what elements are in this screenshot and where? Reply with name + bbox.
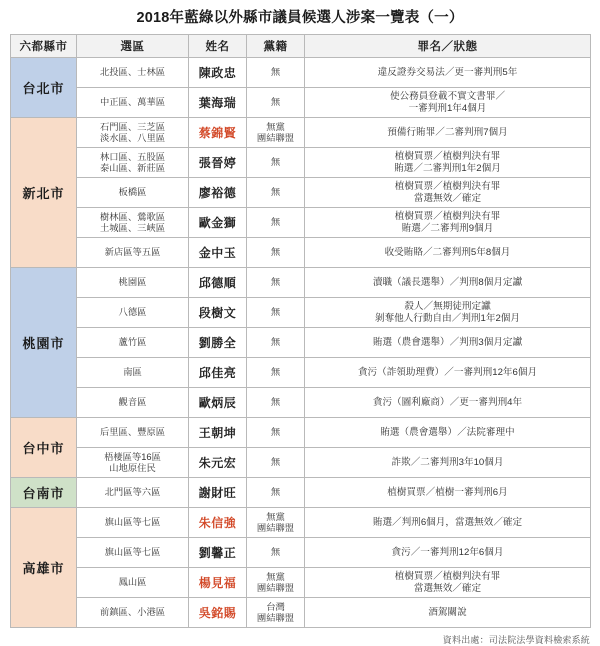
district-cell: 北門區等六區 [77,478,189,508]
table-row [11,88,591,118]
city-cell: 台南市 [11,478,77,508]
district-cell: 中正區、萬華區 [77,88,189,118]
district-cell: 板橋區 [77,178,189,208]
charge-status-cell: 植樹買票／植樹判決有罪 當選無效／確定 [305,568,591,598]
charge-status-cell: 植樹買票／植樹判決有罪 當選無效／確定 [305,178,591,208]
district-cell: 旗山區等七區 [77,538,189,568]
charge-status-cell: 詐欺／二審判刑3年10個月 [305,448,591,478]
table-row [11,358,591,388]
table-row [11,148,591,178]
candidate-name-cell: 吳銘賜 [189,598,247,628]
district-cell: 林口區、五股區 泰山區、新莊區 [77,148,189,178]
candidate-name-cell: 劉勝全 [189,328,247,358]
table-body [11,58,591,628]
candidate-name-cell: 廖裕德 [189,178,247,208]
table-row [11,508,591,538]
district-cell: 北投區、士林區 [77,58,189,88]
party-cell: 無 [247,298,305,328]
district-cell: 鳳山區 [77,568,189,598]
party-cell: 無黨 團結聯盟 [247,508,305,538]
charge-status-cell: 收受賄賂／二審判刑5年8個月 [305,238,591,268]
party-cell: 無 [247,148,305,178]
table-row [11,328,591,358]
party-cell: 無黨 團結聯盟 [247,118,305,148]
table-row [11,448,591,478]
district-cell: 觀音區 [77,388,189,418]
candidate-name-cell: 段樹文 [189,298,247,328]
candidate-name-cell: 謝財旺 [189,478,247,508]
charge-status-cell: 貪污／一審判刑12年6個月 [305,538,591,568]
charge-status-cell: 違反證券交易法／更一審判刑5年 [305,58,591,88]
party-cell: 無 [247,538,305,568]
district-cell: 旗山區等七區 [77,508,189,538]
charge-status-cell: 酒駕關說 [305,598,591,628]
table-row [11,178,591,208]
source-note: 資料出處：司法院法學資料檢索系統 [442,635,590,646]
district-cell: 石門區、三芝區 淡水區、八里區 [77,118,189,148]
candidate-name-cell: 歐金獅 [189,208,247,238]
city-cell: 台中市 [11,418,77,478]
district-cell: 后里區、豐原區 [77,418,189,448]
district-cell: 蘆竹區 [77,328,189,358]
candidate-name-cell: 朱信強 [189,508,247,538]
district-cell: 桃園區 [77,268,189,298]
charge-status-cell: 賄選（農會選舉）／法院審理中 [305,418,591,448]
party-cell: 台灣 團結聯盟 [247,598,305,628]
party-cell: 無 [247,58,305,88]
candidate-name-cell: 劉馨正 [189,538,247,568]
candidate-name-cell: 蔡錦賢 [189,118,247,148]
table-row [11,418,591,448]
city-cell: 新北市 [11,118,77,268]
candidate-name-cell: 張晉婷 [189,148,247,178]
district-cell: 八德區 [77,298,189,328]
candidate-name-cell: 王朝坤 [189,418,247,448]
charge-status-cell: 植樹買票／植樹一審判刑6月 [305,478,591,508]
candidate-name-cell: 朱元宏 [189,448,247,478]
candidate-name-cell: 葉海瑞 [189,88,247,118]
party-cell: 無黨 團結聯盟 [247,568,305,598]
party-cell: 無 [247,328,305,358]
table-row [11,118,591,148]
district-cell: 新店區等五區 [77,238,189,268]
district-cell: 梧棲區等16區 山地原住民 [77,448,189,478]
table-header-row [11,35,591,58]
city-cell: 台北市 [11,58,77,118]
table-row [11,238,591,268]
party-cell: 無 [247,388,305,418]
party-cell: 無 [247,358,305,388]
table-row [11,388,591,418]
party-cell: 無 [247,268,305,298]
table-row [11,478,591,508]
candidates-table [10,34,591,628]
party-cell: 無 [247,478,305,508]
charge-status-cell: 貪污（圖利廠商）／更一審判刑4年 [305,388,591,418]
table-row [11,598,591,628]
party-cell: 無 [247,448,305,478]
table-row [11,538,591,568]
table-row [11,208,591,238]
table-header [11,35,591,58]
column-header-charge: 罪名／狀態 [305,35,591,58]
page-title: 2018年藍綠以外縣市議員候選人涉案一覽表（一） [136,10,464,26]
charge-status-cell: 預備行賄罪／二審判刑7個月 [305,118,591,148]
table-row [11,58,591,88]
charge-status-cell: 貪污（詐領助理費）／一審判刑12年6個月 [305,358,591,388]
column-header-party: 黨籍 [247,35,305,58]
candidate-name-cell: 陳政忠 [189,58,247,88]
charge-status-cell: 瀆職（議長選舉）／判刑8個月定讞 [305,268,591,298]
city-cell: 高雄市 [11,508,77,628]
column-header-name: 姓名 [189,35,247,58]
district-cell: 前鎮區、小港區 [77,598,189,628]
charge-status-cell: 賄選（農會選舉）／判刑3個月定讞 [305,328,591,358]
party-cell: 無 [247,88,305,118]
charge-status-cell: 使公務員登載不實文書罪／ 一審判刑1年4個月 [305,88,591,118]
party-cell: 無 [247,208,305,238]
charge-status-cell: 植樹買票／植樹判決有罪 賄選／二審判刑9個月 [305,208,591,238]
table-row [11,568,591,598]
candidate-name-cell: 邱德順 [189,268,247,298]
candidate-name-cell: 金中玉 [189,238,247,268]
charge-status-cell: 賄選／判刑6個月，當選無效／確定 [305,508,591,538]
table-row [11,268,591,298]
column-header-district: 選區 [77,35,189,58]
city-cell: 桃園市 [11,268,77,418]
district-cell: 南區 [77,358,189,388]
charge-status-cell: 植樹買票／植樹判決有罪 賄選／二審判刑1年2個月 [305,148,591,178]
candidate-name-cell: 楊見福 [189,568,247,598]
candidate-name-cell: 歐炳辰 [189,388,247,418]
column-header-city: 六都縣市 [11,35,77,58]
party-cell: 無 [247,238,305,268]
party-cell: 無 [247,418,305,448]
party-cell: 無 [247,178,305,208]
charge-status-cell: 殺人／無期徒刑定讞 剝奪他人行動自由／判刑1年2個月 [305,298,591,328]
candidate-name-cell: 邱佳亮 [189,358,247,388]
district-cell: 樹林區、鶯歌區 土城區、三峽區 [77,208,189,238]
table-row [11,298,591,328]
